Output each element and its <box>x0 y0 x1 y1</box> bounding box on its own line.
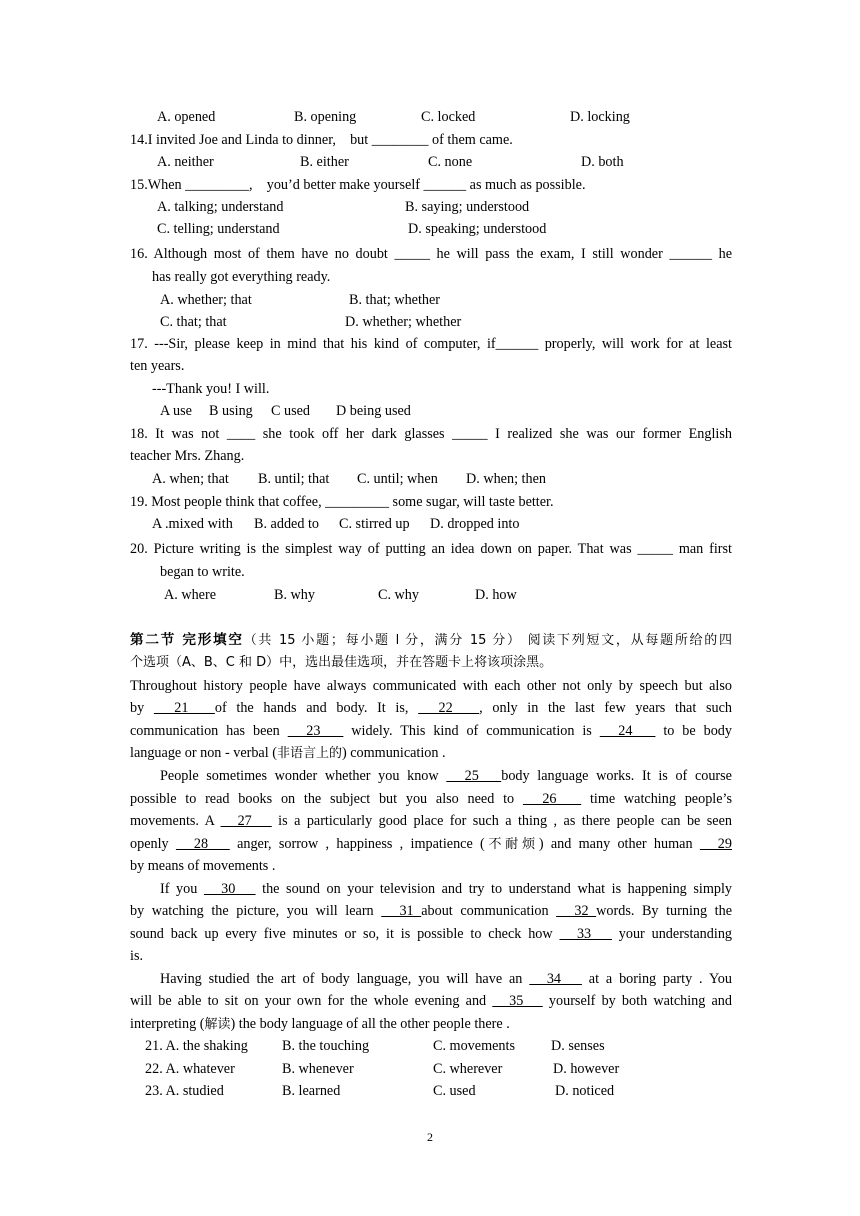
q19-stem: 19. Most people think that coffee, _________ some sugar, will taste better. <box>130 494 554 510</box>
q16-option-b: B. that; whether <box>349 292 441 308</box>
passage-p3-line3: sound back up every five minutes or so, it is possible to check how 33 your understanding <box>130 926 733 942</box>
q18-option-d: D. when; then <box>466 471 546 487</box>
blank-33: 33 <box>559 926 612 942</box>
q18-option-c: C. until; when <box>357 471 438 487</box>
passage-p1-line4: language or non - verbal (非语言上的) communication . <box>130 745 446 761</box>
q20-option-a: A. where <box>164 587 216 603</box>
q17-option-a: A use <box>160 403 192 419</box>
q13-option-d: D. locking <box>570 109 630 125</box>
q16-stem-line2: has really got everything ready. <box>152 269 331 285</box>
q15-option-a: A. talking; understand <box>157 199 284 215</box>
q22-option-a: 22. A. whatever <box>145 1061 235 1077</box>
passage-p2-line3: movements. A 27 is a particularly good place for such a thing , as there people can be seen <box>130 813 732 829</box>
passage-p2-line5: by means of movements . <box>130 858 276 874</box>
q20-option-d: D. how <box>475 587 517 603</box>
blank-23: 23 <box>287 723 344 739</box>
q16-option-d: D. whether; whether <box>345 314 462 330</box>
blank-21: 21 <box>153 700 215 716</box>
q19-option-a: A .mixed with <box>152 516 233 532</box>
blank-34: 34 <box>529 971 582 987</box>
q14-option-d: D. both <box>581 154 624 170</box>
q19-option-d: D. dropped into <box>430 516 520 532</box>
q17-option-d: D being used <box>336 403 411 419</box>
blank-32: 32 <box>556 903 597 919</box>
blank-26: 26 <box>522 791 582 807</box>
passage-p3-line1: If you 30 the sound on your television and try to understand what is happening simply <box>160 881 732 897</box>
q19-option-b: B. added to <box>254 516 320 532</box>
blank-35: 35 <box>492 993 543 1009</box>
q21-option-b: B. the touching <box>282 1038 370 1054</box>
q15-option-d: D. speaking; understood <box>408 221 547 237</box>
passage-p4-line2: will be able to sit on your own for the whole evening and 35 yourself by both watching and <box>130 993 732 1009</box>
passage-p2-line2: possible to read books on the subject but you also need to 26 time watching people’s <box>130 791 732 807</box>
q21-option-c: C. movements <box>433 1038 515 1054</box>
blank-27: 27 <box>220 813 272 829</box>
passage-p1-line3: communication has been 23 widely. This kind of communication is 24 to be body <box>130 723 732 739</box>
q14-option-c: C. none <box>428 154 473 170</box>
blank-30: 30 <box>203 881 256 897</box>
blank-31: 31 <box>381 903 422 919</box>
passage-p3-line4: is. <box>130 948 144 964</box>
q22-option-d: D. however <box>553 1061 620 1077</box>
blank-22: 22 <box>418 700 480 716</box>
blank-24: 24 <box>599 723 656 739</box>
q13-option-c: C. locked <box>421 109 476 125</box>
q13-option-a: A. opened <box>157 109 216 125</box>
q20-option-b: B. why <box>274 587 315 603</box>
passage-p3-line2: by watching the picture, you will learn 31 about communication 32 words. By turning the <box>130 903 732 919</box>
passage-p1-line2: by 21 of the hands and body. It is, 22 , only in the last few years that such <box>130 700 732 716</box>
section2-instructions-line1: 第二节 完形填空（共 15 小题；每小题 l 分，满分 15 分） 阅读下列短文，从每题所给的四 <box>130 632 733 648</box>
q15-option-b: B. saying; understood <box>405 199 530 215</box>
blank-28: 28 <box>175 836 230 852</box>
q20-stem-line1: 20. Picture writing is the simplest way of putting an idea down on paper. That was _____ man first <box>130 541 732 557</box>
q15-option-c: C. telling; understand <box>157 221 280 237</box>
q18-option-b: B. until; that <box>258 471 330 487</box>
q23-option-a: 23. A. studied <box>145 1083 224 1099</box>
passage-p2-line1: People sometimes wonder whether you know 25 body language works. It is of course <box>160 768 732 784</box>
passage-p4-line3: interpreting (解读) the body language of all the other people there . <box>130 1016 510 1032</box>
q14-stem: 14.I invited Joe and Linda to dinner, but ________ of them came. <box>130 132 513 148</box>
q17-reply: ---Thank you! I will. <box>152 381 270 397</box>
q17-option-b: B using <box>209 403 253 419</box>
q20-stem-line2: began to write. <box>160 564 245 580</box>
q21-option-d: D. senses <box>551 1038 605 1054</box>
q23-option-d: D. noticed <box>555 1083 615 1099</box>
blank-25: 25 <box>446 768 502 784</box>
q18-stem-line2: teacher Mrs. Zhang. <box>130 448 245 464</box>
q17-stem-line2: ten years. <box>130 358 185 374</box>
q16-option-c: C. that; that <box>160 314 227 330</box>
q23-option-c: C. used <box>433 1083 476 1099</box>
passage-p1-line1: Throughout history people have always communicated with each other not only by speech but also <box>130 678 732 694</box>
q14-option-b: B. either <box>300 154 349 170</box>
q15-stem: 15.When _________, you’d better make yourself ______ as much as possible. <box>130 177 586 193</box>
q23-option-b: B. learned <box>282 1083 341 1099</box>
q19-option-c: C. stirred up <box>339 516 410 532</box>
q20-option-c: C. why <box>378 587 419 603</box>
passage-p4-line1: Having studied the art of body language, you will have an 34 at a boring party . You <box>160 971 732 987</box>
q14-option-a: A. neither <box>157 154 214 170</box>
q18-stem-line1: 18. It was not ____ she took off her dark glasses _____ I realized she was our former English <box>130 426 732 442</box>
q22-option-b: B. whenever <box>282 1061 354 1077</box>
q17-option-c: C used <box>271 403 311 419</box>
passage-p2-line4: openly 28 anger, sorrow , happiness , impatience (不耐烦) and many other human 29 <box>130 836 732 852</box>
q21-option-a: 21. A. the shaking <box>145 1038 248 1054</box>
q18-option-a: A. when; that <box>152 471 229 487</box>
q22-option-c: C. wherever <box>433 1061 503 1077</box>
section2-heading: 第二节 完形填空 <box>130 632 244 648</box>
q16-option-a: A. whether; that <box>160 292 252 308</box>
page-number: 2 <box>427 1130 433 1144</box>
blank-29: 29 <box>699 836 732 852</box>
q17-stem-line1: 17. ---Sir, please keep in mind that his kind of computer, if______ properly, will work for at least <box>130 336 732 352</box>
q13-option-b: B. opening <box>294 109 357 125</box>
section2-instructions-line2: 个选项（A、B、C 和 D）中，选出最佳选项，并在答题卡上将该项涂黑。 <box>130 655 553 670</box>
q16-stem-line1: 16. Although most of them have no doubt _____ he will pass the exam, I still wonder ______ he <box>130 246 732 262</box>
